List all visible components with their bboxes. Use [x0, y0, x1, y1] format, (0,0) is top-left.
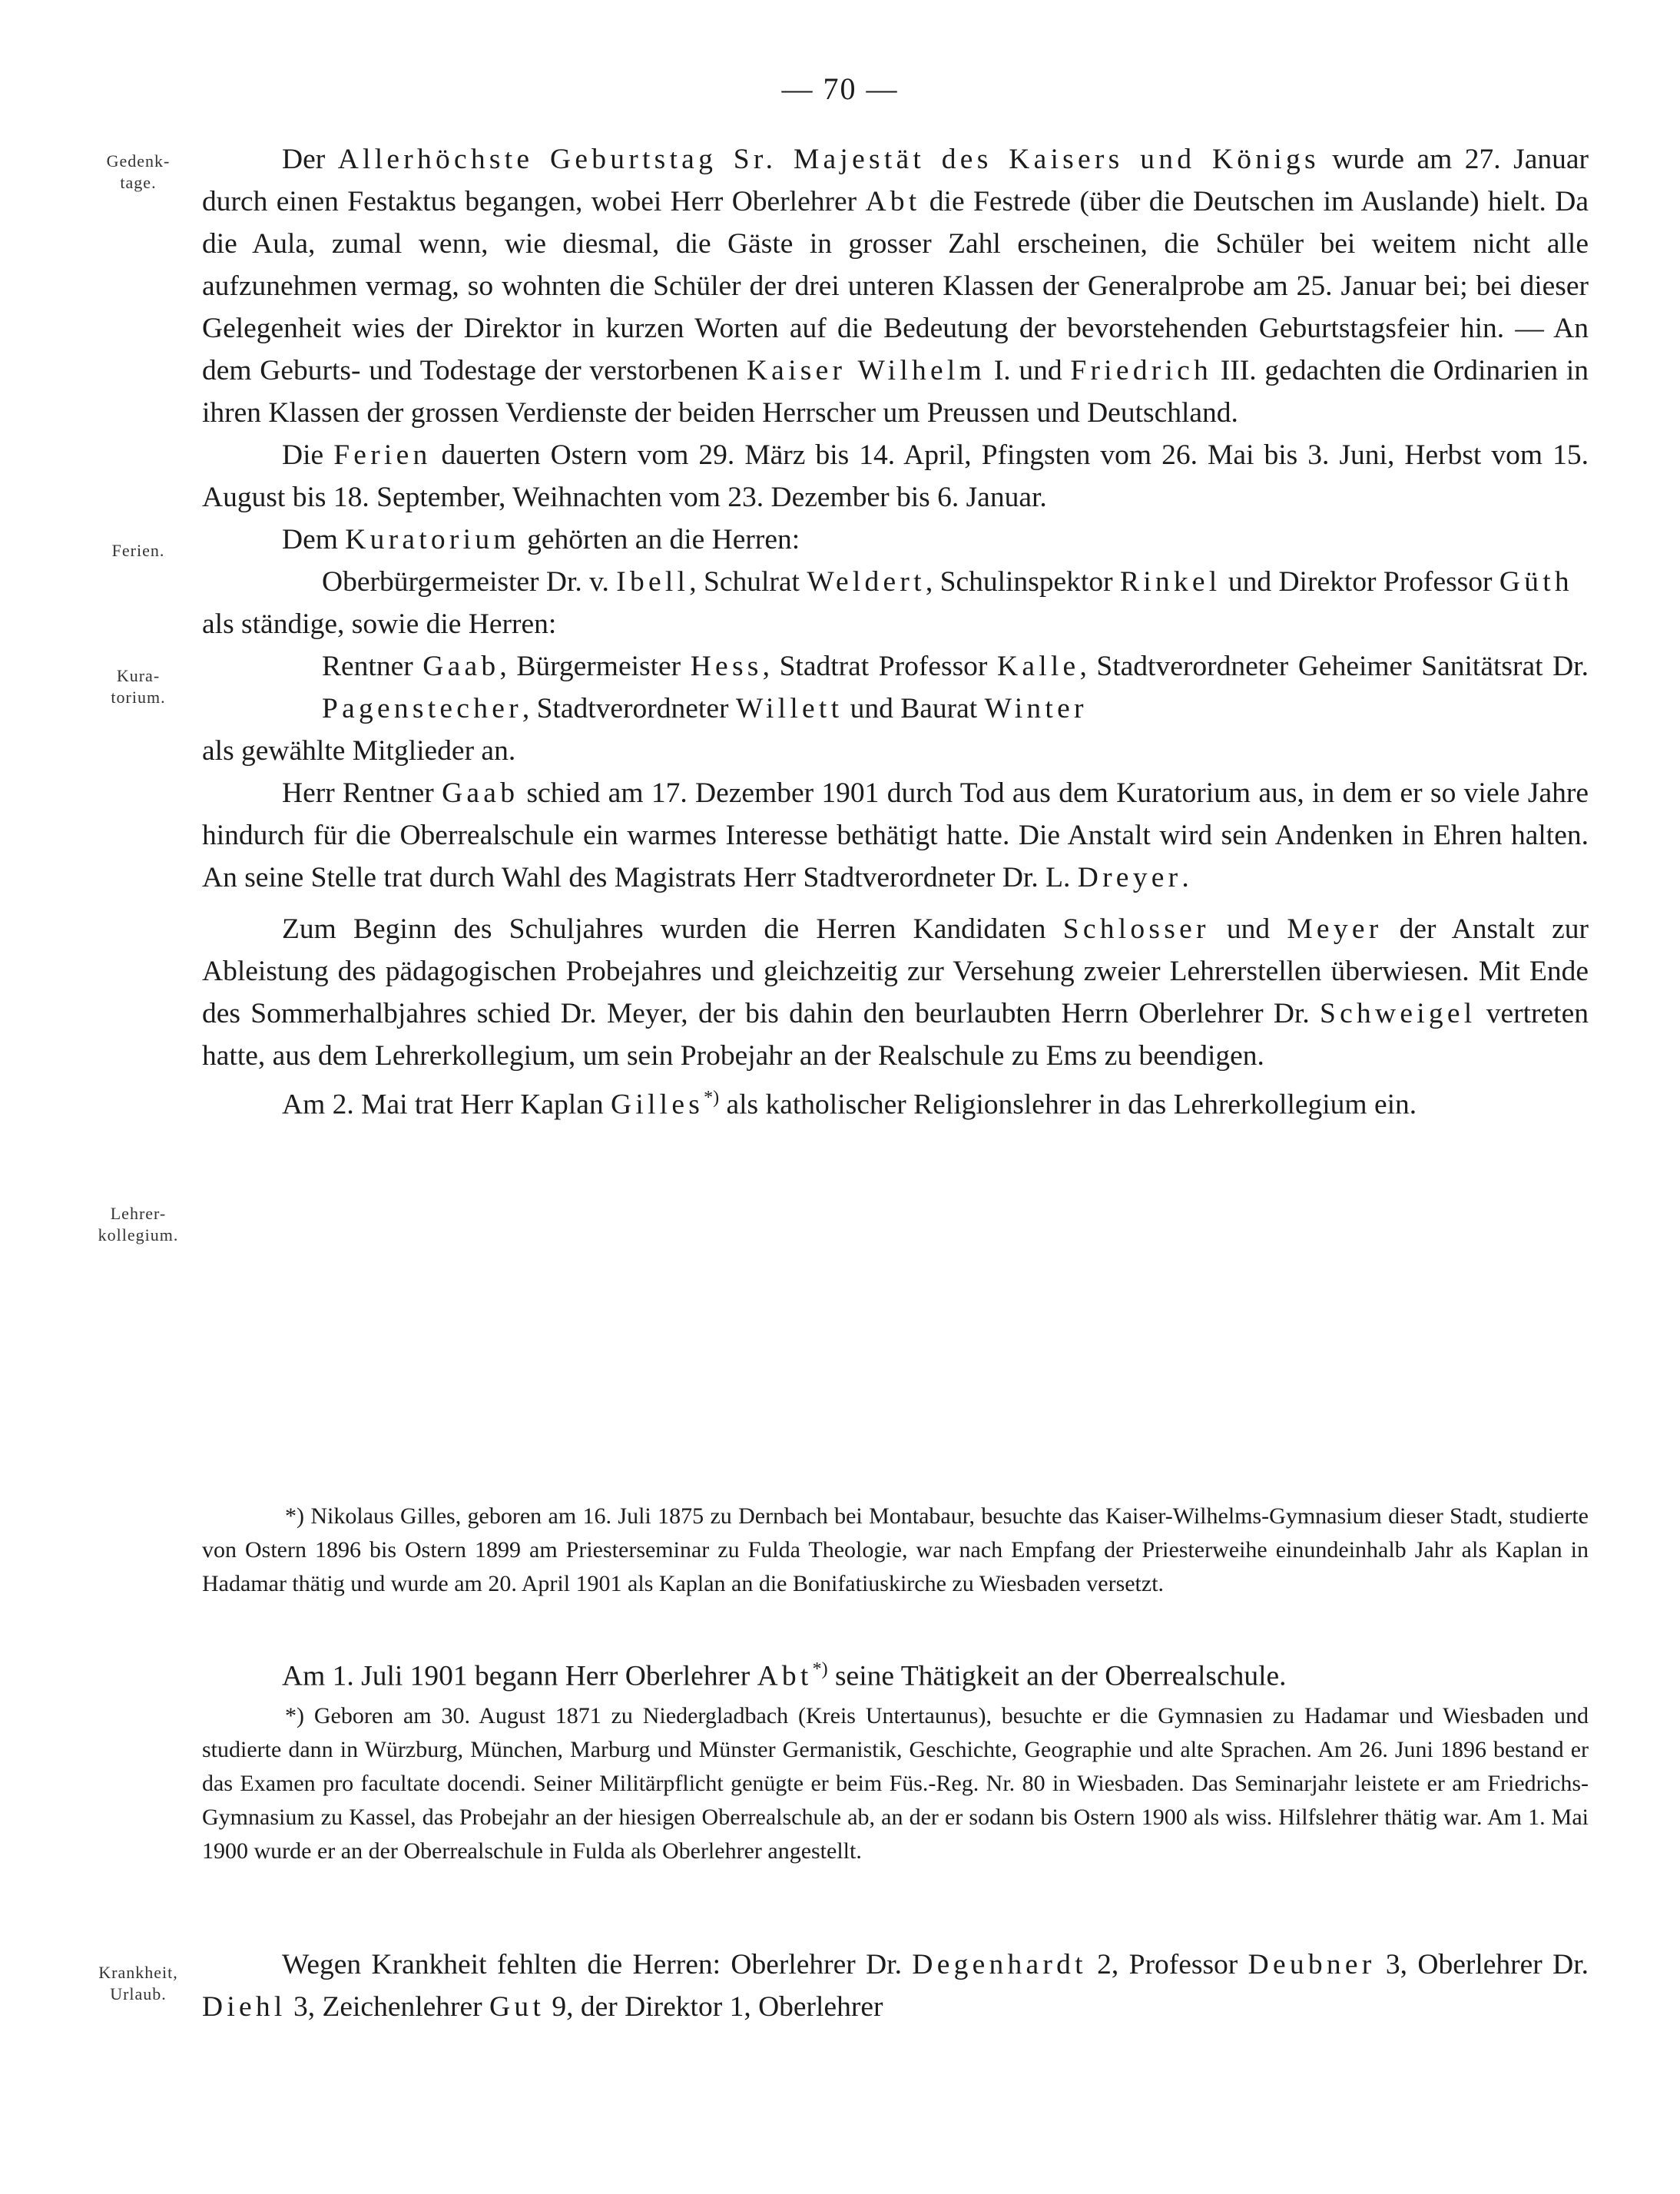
paragraph-gaab: Herr Rentner Gaab schied am 17. Dezember 1901 durch Tod aus dem Kuratorium aus, in dem er so viele Jahre hindurch für die Oberrealschule ein warmes Interesse bethätigt hatte. Die Anstalt wird sein Andenken in Ehren halten. An seine Stelle trat durch Wahl des Magistrats Herr Stadtverordneter Dr. L. Dreyer. [202, 777, 1589, 893]
paragraph-kuratorium: Dem Kuratorium gehörten an die Herren: [282, 524, 800, 555]
footnote-abt: *) Geboren am 30. August 1871 zu Niedergladbach (Kreis Untertaunus), besuchte er die Gymnasien zu Hadamar und Wiesbaden und studierte dann in Würzburg, München, Marburg und Münster Germanistik, Geschichte, Geographie und alte Sprachen. Am 26. Juni 1896 bestand er das Examen pro facultate docendi. Seiner Militärpflicht genügte er beim Füs.-Reg. Nr. 80 in Wiesbaden. Das Seminarjahr leistete er am Friedrichs-Gymnasium zu Kassel, das Probejahr an der hiesigen Oberrealschule ab, an der er sodann bis Ostern 1900 als wiss. Hilfslehrer thätig war. Am 1. Mai 1900 wurde er an der Oberrealschule in Fulda als Oberlehrer angestellt. [202, 1703, 1589, 1864]
paragraph-geburtstag: Der Allerhöchste Geburtstag Sr. Majestät des Kaisers und Königs wurde am 27. Januar durch einen Festaktus begangen, wobei Herr Oberlehrer Abt die Festrede (über die Deutschen im Auslande) hielt. Da die Aula, zumal wenn, wie diesmal, die Gäste in grosser Zahl erscheinen, die Schüler bei weitem nicht alle aufzunehmen vermag, so wohnten die Schüler der drei unteren Klassen der Generalprobe am 25. Januar bei; bei dieser Gelegenheit wies der Direktor in kurzen Worten auf die Bedeutung der bevorstehenden Geburtstagsfeier hin. — An dem Geburts- und Todestage der verstorbenen Kaiser Wilhelm I. und Friedrich III. gedachten die Ordinarien in ihren Klassen der grossen Verdienste der beiden Herrscher um Preussen und Deutschland. [202, 144, 1589, 429]
margin-note-lehrerkollegium [77, 1203, 200, 1246]
paragraph-kuratorium-standige: Oberbürgermeister Dr. v. Ibell, Schulrat Weldert, Schulinspektor Rinkel und Direktor Professor Güth [322, 566, 1573, 598]
margin-note-line: tage. [120, 173, 157, 192]
paragraph-kuratorium-gewahlte: Rentner Gaab, Bürgermeister Hess, Stadtrat Professor Kalle, Stadtverordneter Geheimer Sanitätsrat Dr. Pagenstecher, Stadtverordneter Willett und Baurat Winter [322, 651, 1589, 724]
margin-note-ferien [77, 540, 200, 562]
page-number: — 70 — [781, 71, 899, 106]
paragraph-ferien: Die Ferien dauerten Ostern vom 29. März bis 14. April, Pfingsten vom 26. Mai bis 3. Juni, Herbst vom 15. August bis 18. September, Weihnachten vom 23. Dezember bis 6. Januar. [202, 439, 1589, 513]
margin-note-gedenktage [77, 151, 200, 194]
margin-note-line: Gedenk- [106, 151, 171, 171]
footnote-gilles: *) Nikolaus Gilles, geboren am 16. Juli 1875 zu Dernbach bei Montabaur, besuchte das Kaiser-Wilhelms-Gymnasium dieser Stadt, studierte von Ostern 1896 bis Ostern 1899 am Priesterseminar zu Fulda Theologie, war nach Empfang der Priesterweihe einundeinhalb Jahr als Kaplan in Hadamar thätig und wurde am 20. April 1901 als Kaplan an die Bonifatiuskirche zu Wiesbaden versetzt. [202, 1503, 1589, 1596]
paragraph-krankheit: Wegen Krankheit fehlten die Herren: Oberlehrer Dr. Degenhardt 2, Professor Deubner 3, Oberlehrer Dr. Diehl 3, Zeichenlehrer Gut 9, der Direktor 1, Oberlehrer [202, 1949, 1589, 2023]
margin-note-line: Lehrer- [110, 1204, 167, 1223]
margin-note-line: torium. [111, 688, 166, 707]
text-block-krankheit [202, 1944, 1589, 2028]
margin-note-line: Ferien. [111, 541, 165, 560]
margin-note-krankheit [77, 1962, 200, 2005]
text-block-top [202, 138, 1589, 1126]
paragraph-als-gewahlte: als gewählte Mitglieder an. [202, 735, 516, 767]
margin-note-line: Krankheit, [98, 1963, 178, 1982]
paragraph-lehrerkollegium: Zum Beginn des Schuljahres wurden die Herren Kandidaten Schlosser und Meyer der Anstalt zur Ableistung des pädagogischen Probejahres und gleichzeitig zur Versehung zweier Lehrerstellen überwiesen. Mit Ende des Sommerhalbjahres schied Dr. Meyer, der bis dahin den beurlaubten Herrn Oberlehrer Dr. Schweigel vertreten hatte, aus dem Lehrerkollegium, um sein Probejahr an der Realschule zu Ems zu beendigen. [202, 913, 1589, 1072]
paragraph-gilles: Am 2. Mai trat Herr Kaplan Gilles*) als katholischer Religionslehrer in das Lehrerkollegium ein. [282, 1088, 1417, 1121]
margin-note-line: Kura- [116, 666, 161, 685]
text-block-abt [202, 1649, 1589, 1698]
margin-note-line: Urlaub. [110, 1984, 167, 2003]
margin-note-kuratorium [77, 665, 200, 708]
paragraph-als-standige: als ständige, sowie die Herren: [202, 608, 557, 640]
paragraph-abt: Am 1. Juli 1901 begann Herr Oberlehrer Abt*) seine Thätigkeit an der Oberrealschule. [282, 1659, 1287, 1692]
margin-note-line: kollegium. [98, 1225, 179, 1244]
